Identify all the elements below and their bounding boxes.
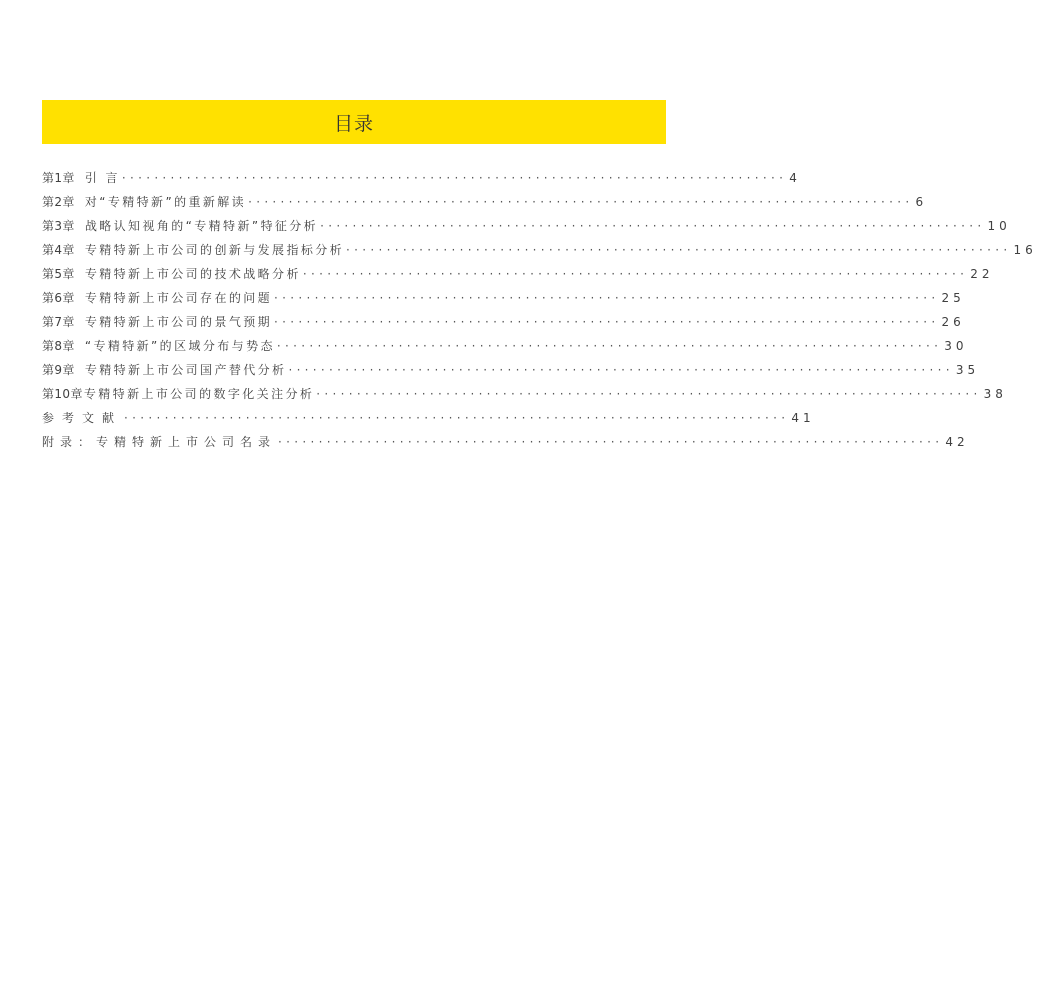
toc-page-number: 26 <box>941 315 965 329</box>
toc-dot-leader: ·················································································· <box>316 387 982 401</box>
toc-page-number: 10 <box>987 219 1011 233</box>
toc-chapter-number: 第2章 <box>42 195 75 209</box>
toc-chapter-number: 第1章 <box>42 171 75 185</box>
toc-dot-leader: ·················································································· <box>248 195 914 209</box>
toc-chapter-number: 第10章 <box>42 387 83 401</box>
toc-entry-title: 战略认知视角的“专精特新”特征分析 <box>84 219 319 233</box>
toc-dot-leader: ·················································································· <box>276 339 943 353</box>
toc-page-number: 42 <box>945 435 969 449</box>
toc-dot-leader: ·················································································· <box>121 171 788 185</box>
toc-entry[interactable] <box>42 162 801 186</box>
toc-chapter-number: 第9章 <box>42 363 75 377</box>
toc-entry-title: 专精特新上市公司的景气预期 <box>84 315 273 329</box>
toc-entry[interactable] <box>42 306 965 330</box>
toc-entry[interactable] <box>42 234 1037 258</box>
toc-dot-leader: ·················································································· <box>124 411 790 425</box>
toc-page-number: 38 <box>983 387 1007 401</box>
toc-entry-title: 附录：专精特新上市公司名录 <box>42 435 277 449</box>
toc-chapter-number: 第3章 <box>42 219 75 233</box>
toc-entry-title: 对“专精特新”的重新解读 <box>84 195 247 209</box>
toc-entry[interactable] <box>42 378 1007 402</box>
page-title: 目录 <box>333 112 374 135</box>
toc-entry[interactable] <box>42 282 965 306</box>
toc-chapter-number: 第6章 <box>42 291 75 305</box>
toc-page-number: 41 <box>791 411 815 425</box>
toc-entry-title: “专精特新”的区域分布与势态 <box>84 339 275 353</box>
toc-entry-title: 专精特新上市公司的技术战略分析 <box>84 267 301 281</box>
toc-dot-leader: ·················································································· <box>302 267 969 281</box>
toc-entry[interactable] <box>42 186 928 210</box>
toc-entry-title: 专精特新上市公司的创新与发展指标分析 <box>84 243 345 257</box>
toc-entry-title: 引 言 <box>84 171 120 185</box>
toc-entry[interactable] <box>42 354 980 378</box>
toc-entry[interactable] <box>42 402 815 426</box>
toc-entry-title: 专精特新上市公司的数字化关注分析 <box>83 387 315 401</box>
toc-dot-leader: ·················································································· <box>274 291 940 305</box>
toc-chapter-number: 第8章 <box>42 339 75 353</box>
toc-dot-leader: ·················································································· <box>278 435 944 449</box>
toc-page-number: 22 <box>970 267 994 281</box>
toc-entry-title: 专精特新上市公司国产替代分析 <box>84 363 287 377</box>
toc-page-number: 4 <box>789 171 801 185</box>
toc-dot-leader: ·················································································· <box>274 315 940 329</box>
toc-title-banner <box>42 100 666 144</box>
toc-entry-title: 参考文献 <box>42 411 123 425</box>
toc-entry[interactable] <box>42 426 969 450</box>
toc-dot-leader: ·················································································· <box>288 363 954 377</box>
toc-chapter-number: 第7章 <box>42 315 75 329</box>
toc-page-number: 6 <box>915 195 928 209</box>
toc-page-number: 16 <box>1013 243 1037 257</box>
toc-dot-leader: ·················································································· <box>320 219 986 233</box>
toc-entry[interactable] <box>42 210 1011 234</box>
toc-chapter-number: 第5章 <box>42 267 75 281</box>
toc-page-number: 25 <box>941 291 965 305</box>
toc-entry[interactable] <box>42 258 994 282</box>
toc-entry[interactable] <box>42 330 968 354</box>
toc-chapter-number: 第4章 <box>42 243 75 257</box>
toc-entry-title: 专精特新上市公司存在的问题 <box>84 291 273 305</box>
toc-dot-leader: ·················································································· <box>346 243 1012 257</box>
table-of-contents <box>42 162 1037 450</box>
toc-page-number: 30 <box>944 339 968 353</box>
toc-page-number: 35 <box>955 363 980 377</box>
